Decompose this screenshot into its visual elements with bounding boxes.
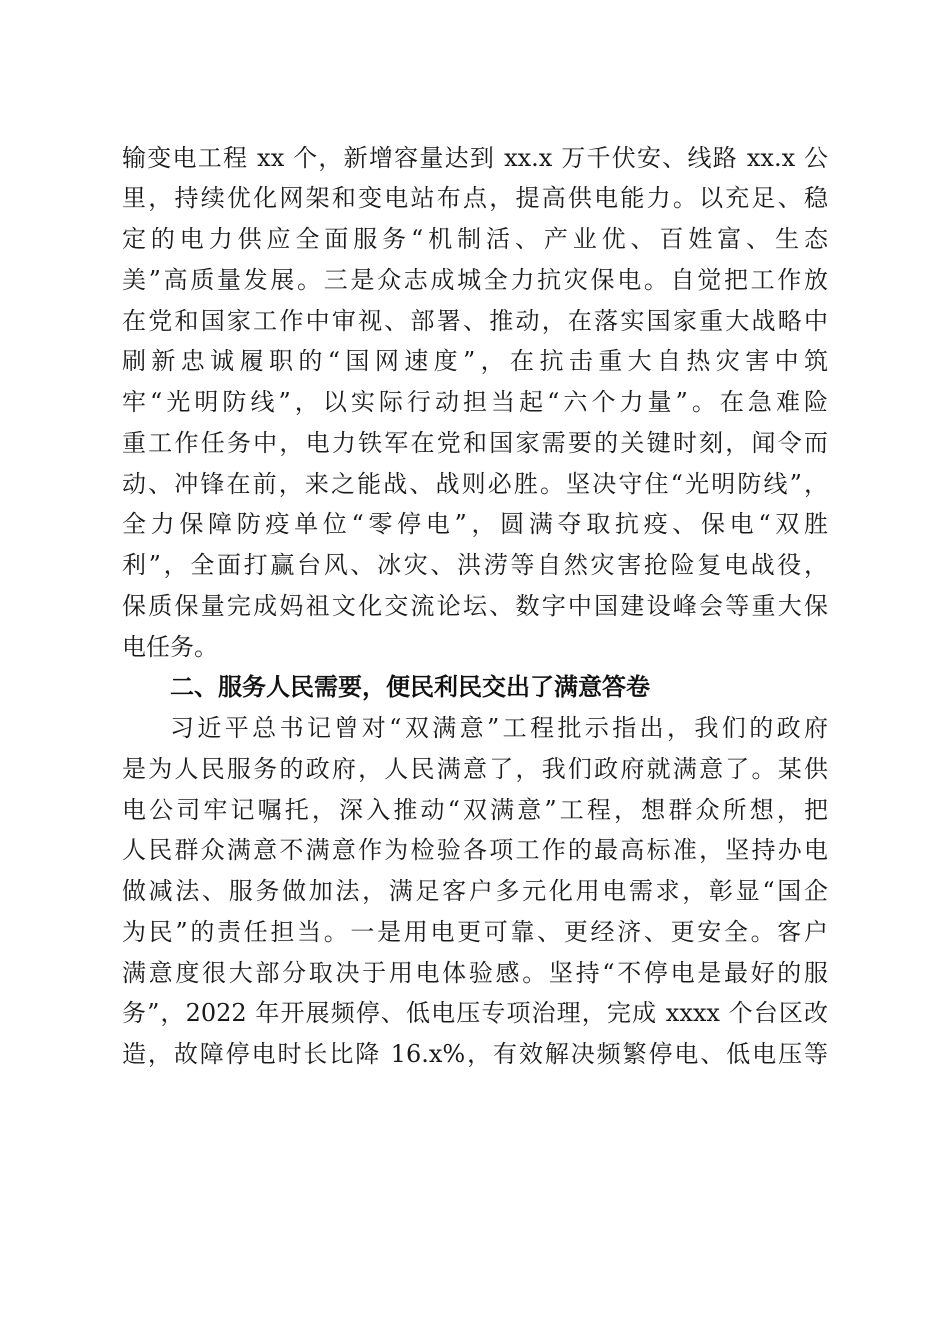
paragraph-line: 重工作任务中，电力铁军在党和国家需要的关键时刻，闻令而 — [122, 429, 828, 457]
paragraph-line: 在党和国家工作中审视、部署、推动，在落实国家重大战略中 — [122, 307, 828, 335]
paragraph-line: 人民群众满意不满意作为检验各项工作的最高标准，坚持办电 — [122, 836, 828, 864]
paragraph-line: 做减法、服务做加法，满足客户多元化用电需求，彰显“国企 — [122, 877, 828, 905]
paragraph-line: 动、冲锋在前，来之能战、战则必胜。坚决守住“光明防线”， — [122, 470, 828, 498]
paragraph-line: 务”，2022 年开展频停、低电压专项治理，完成 xxxx 个台区改 — [122, 999, 828, 1027]
paragraph-line: 利”，全面打赢台风、冰灾、洪涝等自然灾害抢险复电战役， — [122, 551, 828, 579]
paragraph-line: 刷新忠诚履职的“国网速度”，在抗击重大自热灾害中筑 — [122, 347, 828, 375]
paragraph-line: 保质保量完成妈祖文化交流论坛、数字中国建设峰会等重大保 — [122, 592, 828, 620]
paragraph-line: 是为人民服务的政府，人民满意了，我们政府就满意了。某供 — [122, 755, 828, 783]
paragraph-line: 电任务。 — [122, 633, 218, 661]
paragraph-line: 牢“光明防线”，以实际行动担当起“六个力量”。在急难险 — [122, 388, 828, 416]
paragraph-line: 满意度很大部分取决于用电体验感。坚持“不停电是最好的服 — [122, 959, 828, 987]
paragraph-line: 习近平总书记曾对“双满意”工程批示指出，我们的政府 — [170, 714, 828, 742]
paragraph-line: 电公司牢记嘱托，深入推动“双满意”工程，想群众所想，把 — [122, 796, 828, 824]
paragraph-line: 里，持续优化网架和变电站布点，提高供电能力。以充足、稳 — [122, 184, 828, 212]
paragraph-line: 美”高质量发展。三是众志成城全力抗灾保电。自觉把工作放 — [122, 266, 828, 294]
paragraph-line: 为民”的责任担当。一是用电更可靠、更经济、更安全。客户 — [122, 918, 828, 946]
section-heading: 二、服务人民需要，便民利民交出了满意答卷 — [170, 673, 650, 701]
paragraph-line: 输变电工程 xx 个，新增容量达到 xx.x 万千伏安、线路 xx.x 公 — [122, 144, 828, 172]
paragraph-line: 全力保障防疫单位“零停电”，圆满夺取抗疫、保电“双胜 — [122, 510, 828, 538]
paragraph-line: 造，故障停电时长比降 16.x%，有效解决频繁停电、低电压等 — [122, 1040, 828, 1068]
paragraph-line: 定的电力供应全面服务“机制活、产业优、百姓富、生态 — [122, 225, 828, 253]
